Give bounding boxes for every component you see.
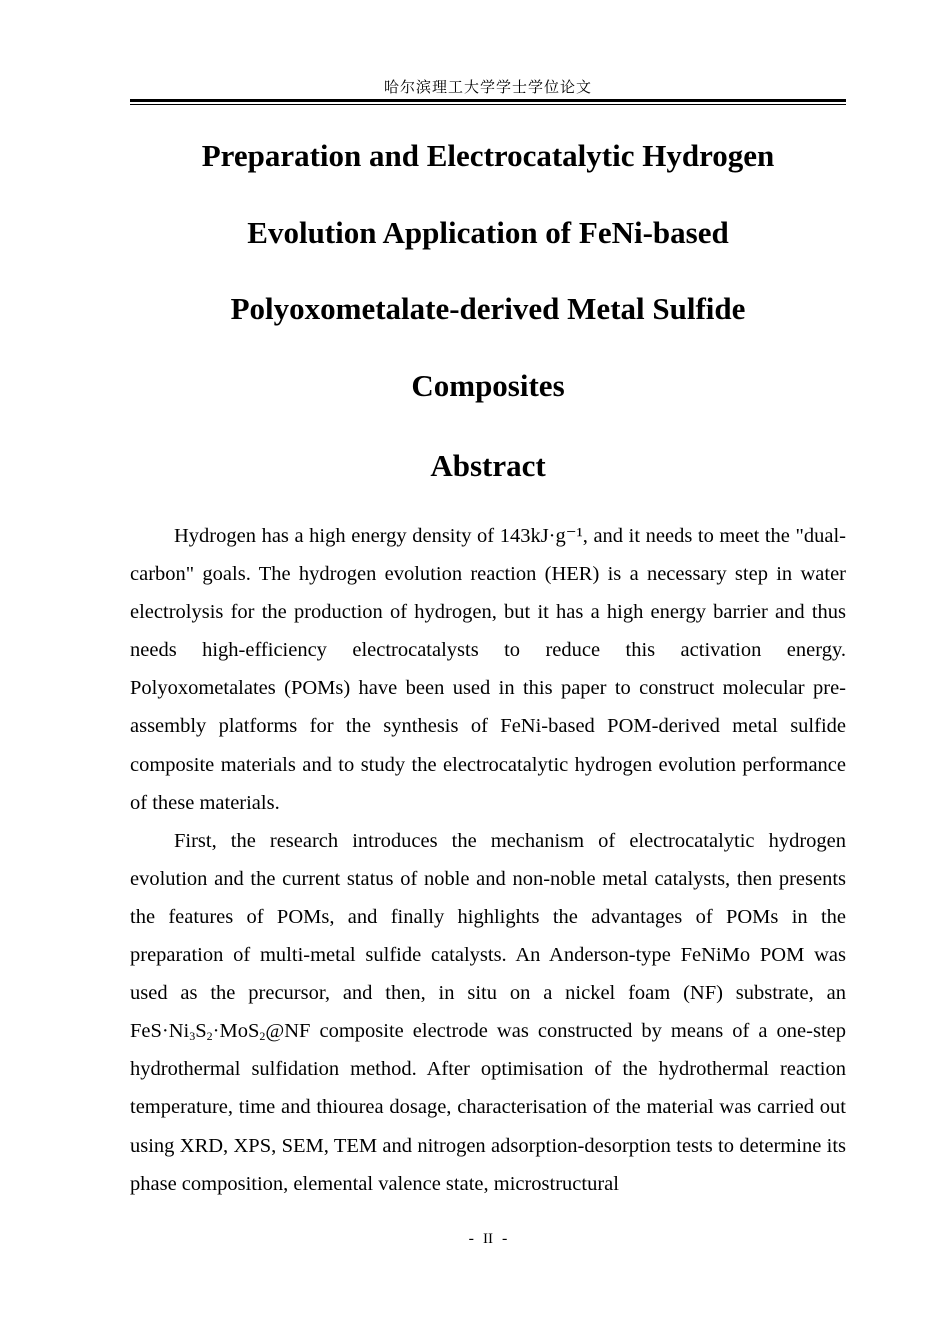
abstract-body: [130, 517, 846, 1203]
thesis-title: [130, 118, 846, 424]
formula-part: FeS·Ni: [130, 1020, 190, 1043]
abstract-paragraph-1: Hydrogen has a high energy density of 143kJ·g⁻¹, and it needs to meet the "dual-carbon" goals. The hydrogen evolution reaction (HER) is a necessary step in water electrolysis for the production of hydrogen, but it has a high energy barrier and thus needs high-efficiency electrocatalysts to reduce this activation energy. Polyoxometalates (POMs) have been used in this paper to construct molecular pre-assembly platforms for the synthesis of FeNi-based POM-derived metal sulfide composite materials and to study the electrocatalytic hydrogen evolution performance of these materials.: [130, 525, 846, 814]
formula-subscript: 2: [206, 1029, 213, 1044]
abstract-heading: Abstract: [430, 448, 546, 483]
title-line: Composites: [411, 367, 565, 403]
page-footer: [130, 1228, 846, 1250]
header-rule-thick: [130, 99, 846, 102]
paragraph-text: composite electrode was constructed by means of a one-step hydrothermal sulfidation method. After optimisation of the hydrothermal reaction temperature, time and thiourea dosage, characterisation of the material was carried out using XRD, XPS, SEM, TEM and nitrogen adsorption-desorption tests to determine its phase composition, elemental valence state, microstructural: [130, 1020, 846, 1195]
title-line: Evolution Application of FeNi-based: [247, 214, 729, 250]
chemical-formula: [130, 1020, 310, 1042]
footer-dash: -: [468, 1230, 474, 1247]
header-rule-thin: [130, 104, 846, 105]
formula-subscript: 2: [259, 1029, 266, 1044]
title-line: Preparation and Electrocatalytic Hydrogen: [201, 138, 775, 173]
paragraph-text: First, the research introduces the mechanism of electrocatalytic hydrogen evolution and the current status of noble and non-noble metal catalysts, then presents the features of POMs, and finally highlights the advantages of POMs in the preparation of multi-metal sulfide catalysts. An Anderson-type FeNiMo POM was used as the precursor, and then, in situ on a nickel foam (NF) substrate, an: [130, 829, 846, 1005]
abstract-paragraph-2: [130, 822, 846, 1203]
running-header: 哈尔滨理工大学学士学位论文: [383, 80, 592, 96]
formula-part: S: [195, 1020, 207, 1043]
formula-subscript: 3: [189, 1029, 196, 1044]
footer-dash: -: [502, 1230, 508, 1247]
formula-part: ·MoS: [212, 1020, 260, 1043]
title-line: Polyoxometalate-derived Metal Sulfide: [230, 291, 746, 326]
formula-part: @NF: [265, 1020, 311, 1043]
page-number: II: [483, 1231, 493, 1247]
